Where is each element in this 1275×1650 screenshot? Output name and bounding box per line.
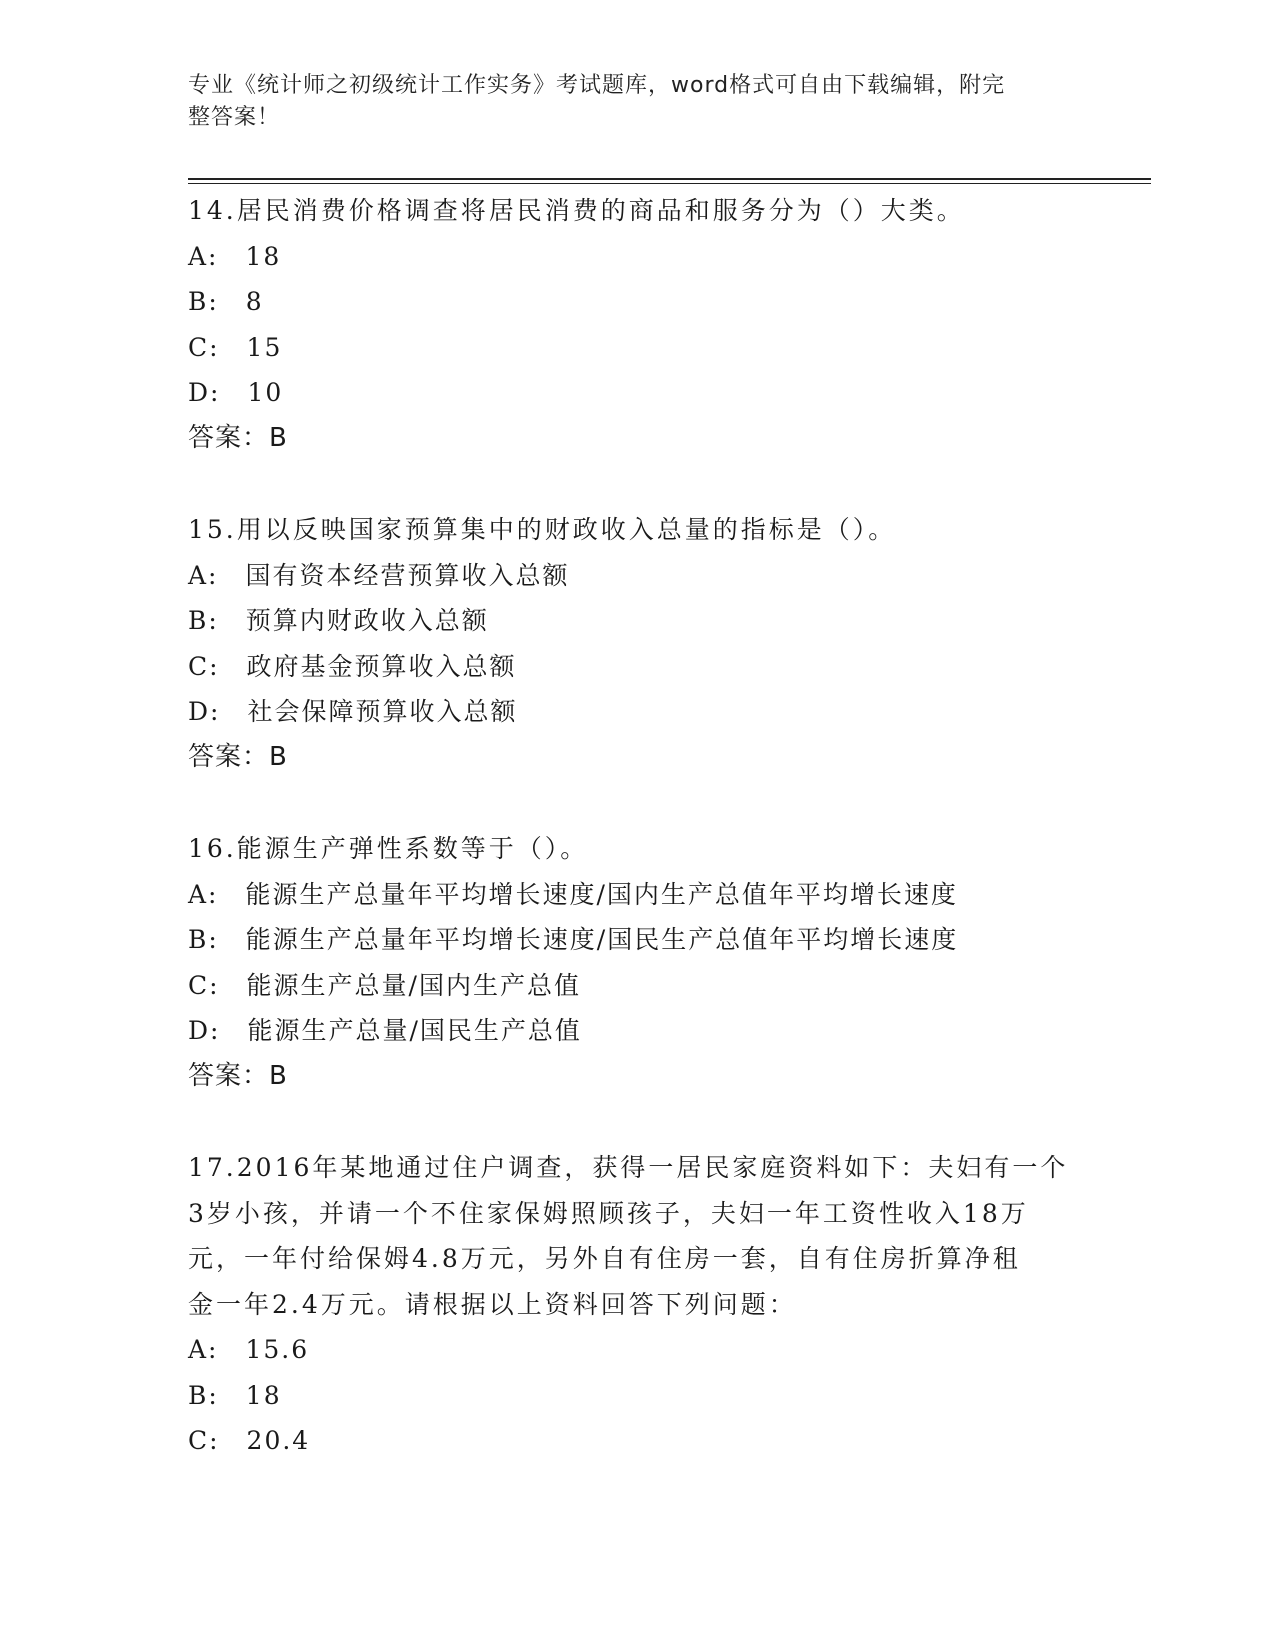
option-c: C: 能源生产总量/国内生产总值 [188,970,581,1000]
option-a: A: 15.6 [188,1335,310,1364]
question-list [188,188,1088,1510]
header-line-2: 整答案！ [188,105,281,130]
question-15 [188,507,1088,780]
question-stem: 15.用以反映国家预算集中的财政收入总量的指标是（）。 [188,515,897,544]
option-a: A: 18 [188,241,282,271]
option-a: A: 能源生产总量年平均增长速度/国内生产总值年平均增长速度 [188,879,958,909]
option-d: D: 社会保障预算收入总额 [188,697,518,726]
option-b: B: 8 [188,287,264,316]
question-stem-line-1: 17.2016年某地通过住户调查，获得一居民家庭资料如下：夫妇有一个 [188,1153,1069,1182]
option-b: B: 能源生产总量年平均增长速度/国民生产总值年平均增长速度 [188,925,959,954]
question-16 [188,826,1088,1099]
option-a: A: 国有资本经营预算收入总额 [188,560,570,590]
option-d: D: 能源生产总量/国民生产总值 [188,1016,582,1045]
option-c: C: 政府基金预算收入总额 [188,651,517,681]
option-b: B: 18 [188,1380,282,1410]
question-stem-line-2: 3岁小孩，并请一个不住家保姆照顾孩子，夫妇一年工资性收入18万 [188,1198,1029,1228]
header-divider-thin [188,183,1151,184]
answer-line: 答案：B [188,1060,288,1091]
question-17 [188,1145,1088,1464]
option-c: C: 20.4 [188,1426,311,1455]
question-14 [188,188,1088,461]
question-stem-line-3: 元，一年付给保姆4.8万元，另外自有住房一套，自有住房折算净租 [188,1244,1021,1273]
answer-line: 答案：B [188,422,288,453]
question-stem: 16.能源生产弹性系数等于（）。 [188,834,589,863]
question-stem-line-4: 金一年2.4万元。请根据以上资料回答下列问题： [188,1289,797,1319]
option-c: C: 15 [188,332,283,362]
header-divider-thick [188,178,1151,180]
option-d: D: 10 [188,378,284,407]
header-line-1: 专业《统计师之初级统计工作实务》考试题库，word格式可自由下载编辑，附完 [188,73,1006,98]
document-header [188,70,1088,134]
option-b: B: 预算内财政收入总额 [188,606,489,635]
question-stem: 14.居民消费价格调查将居民消费的商品和服务分为（）大类。 [188,196,965,225]
answer-line: 答案：B [188,741,288,772]
